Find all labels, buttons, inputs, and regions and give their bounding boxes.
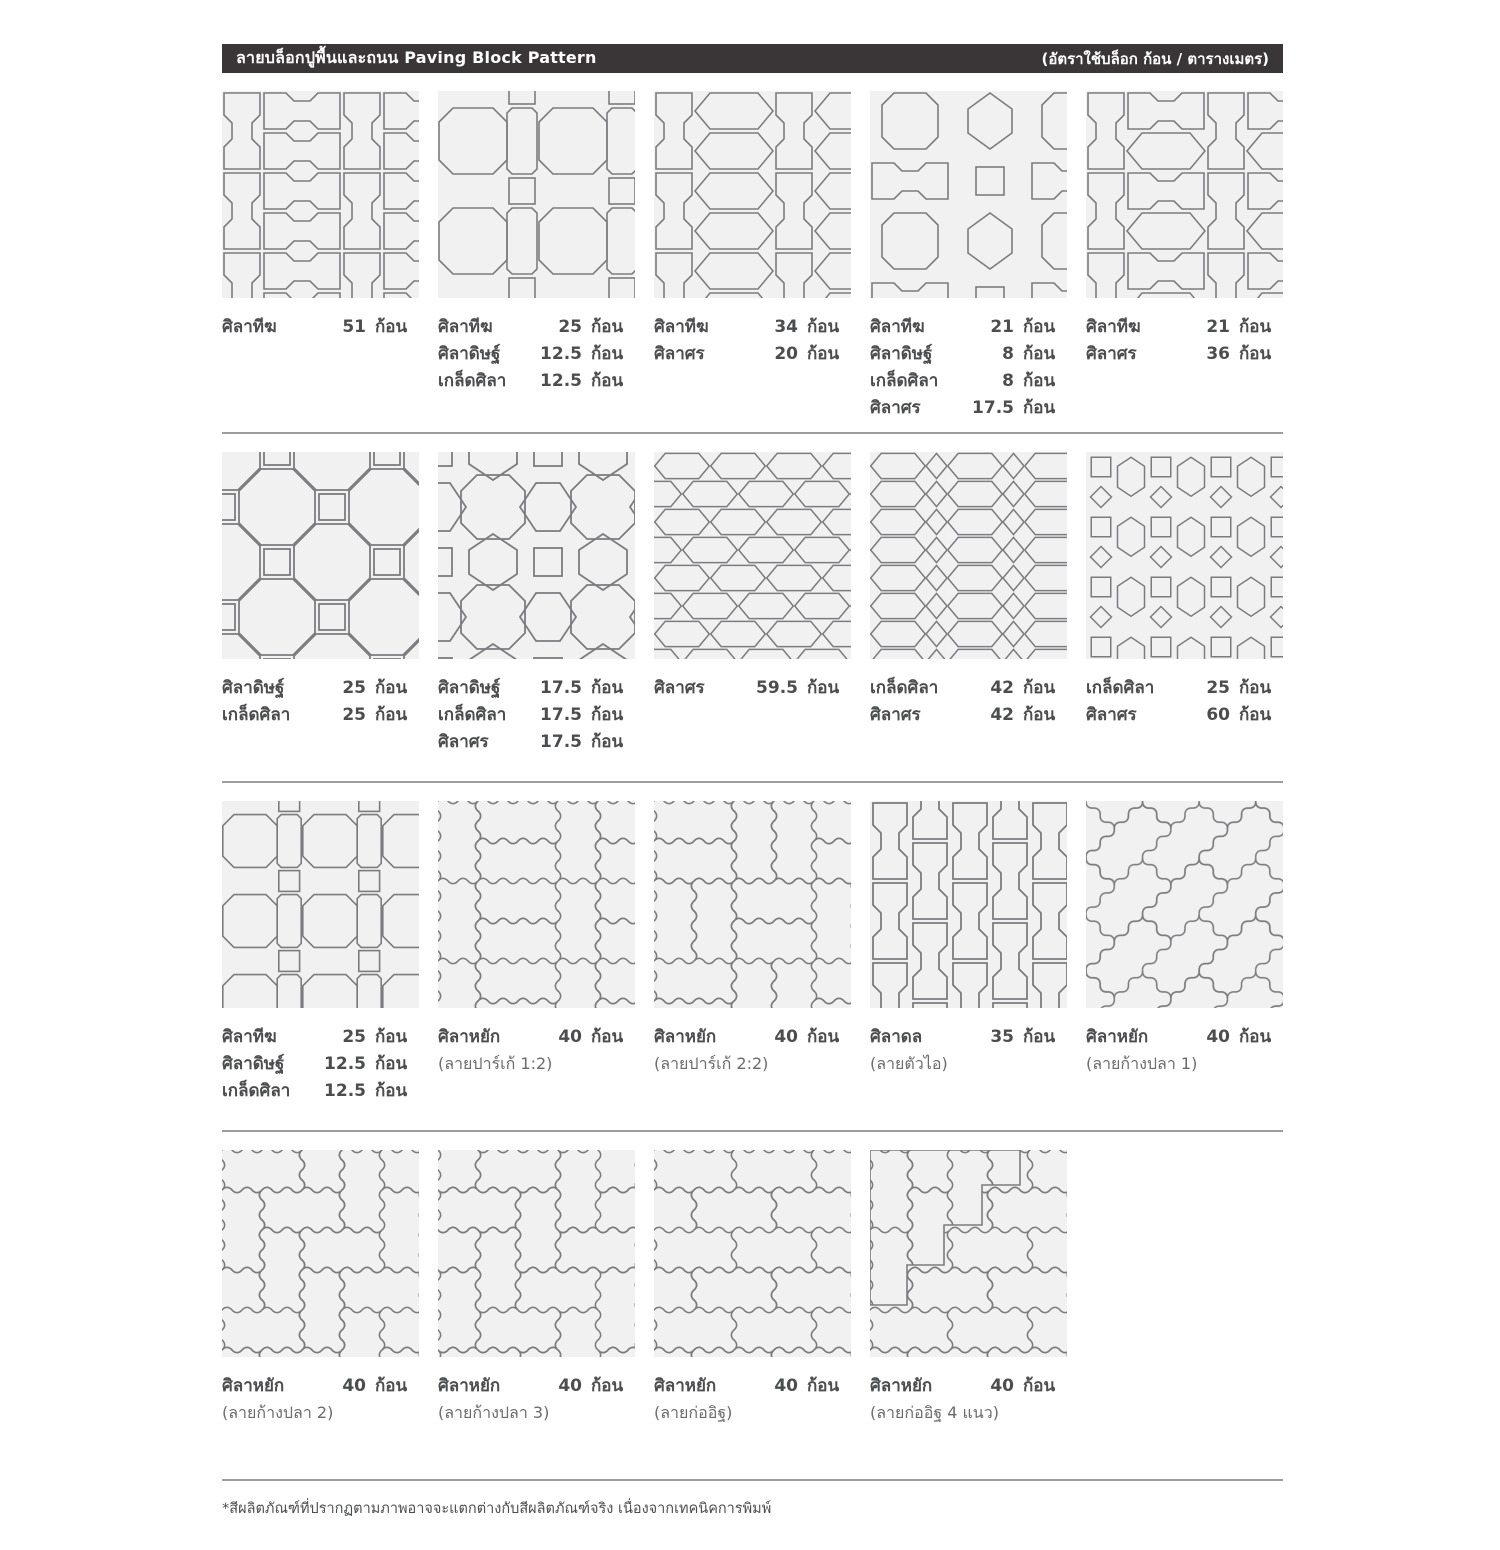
product-qty: 12.5 bbox=[324, 1054, 366, 1074]
pattern-row bbox=[222, 452, 1283, 771]
pattern-label bbox=[1086, 314, 1283, 410]
pattern-label bbox=[438, 675, 635, 771]
pattern-card bbox=[222, 801, 419, 1120]
qty-unit: ก้อน bbox=[375, 1081, 408, 1101]
product-qty: 17.5 bbox=[540, 705, 582, 725]
product-name: ศิลาหยัก bbox=[438, 1027, 501, 1047]
pattern-swatch bbox=[654, 801, 851, 1008]
pattern-variant-note: (ลายตัวไอ) bbox=[870, 1054, 948, 1073]
pattern-variant-note: (ลายก้างปลา 3) bbox=[438, 1403, 550, 1422]
usage-rate-row bbox=[1086, 675, 1283, 702]
pattern-swatch bbox=[870, 452, 1067, 659]
usage-rate-row bbox=[654, 1024, 851, 1051]
usage-rate-row bbox=[222, 1373, 419, 1400]
pattern-label bbox=[870, 314, 1067, 422]
product-name: ศิลาศร bbox=[1086, 344, 1137, 364]
pattern-label bbox=[870, 675, 1067, 771]
product-qty: 25 bbox=[342, 678, 366, 698]
pattern-label bbox=[222, 314, 419, 410]
pattern-label bbox=[654, 314, 851, 410]
qty-unit: ก้อน bbox=[591, 371, 624, 391]
qty-unit: ก้อน bbox=[591, 317, 624, 337]
usage-rate-row bbox=[222, 702, 419, 729]
product-name: ศิลาทีฆ bbox=[1086, 317, 1141, 337]
product-qty: 25 bbox=[1206, 678, 1230, 698]
usage-rate-row bbox=[438, 368, 635, 395]
pattern-variant-note: (ลายปาร์เก้ 1:2) bbox=[438, 1054, 553, 1073]
pattern-variant-note: (ลายก้างปลา 1) bbox=[1086, 1054, 1198, 1073]
usage-rate-row bbox=[1086, 314, 1283, 341]
usage-rate-row bbox=[870, 314, 1067, 341]
product-qty: 8 bbox=[1002, 344, 1014, 364]
pattern-swatch bbox=[654, 1150, 851, 1357]
qty-unit: ก้อน bbox=[375, 317, 408, 337]
pattern-swatch bbox=[222, 452, 419, 659]
usage-rate-row bbox=[654, 1373, 851, 1400]
pattern-swatch bbox=[222, 801, 419, 1008]
product-name: ศิลาศร bbox=[654, 344, 705, 364]
usage-rate-row bbox=[438, 729, 635, 756]
usage-rate-row bbox=[1086, 341, 1283, 368]
product-qty: 25 bbox=[558, 317, 582, 337]
pattern-variant-note: (ลายปาร์เก้ 2:2) bbox=[654, 1054, 769, 1073]
color-disclaimer: *สีผลิตภัณฑ์ที่ปรากฏตามภาพอาจจะแตกต่างกับสีผลิตภัณฑ์จริง เนื่องจากเทคนิคการพิมพ์ bbox=[222, 1501, 772, 1517]
product-name: เกล็ดศิลา bbox=[1086, 678, 1155, 698]
pattern-card bbox=[654, 91, 851, 422]
product-name: ศิลาทีฆ bbox=[222, 317, 277, 337]
pattern-label bbox=[438, 314, 635, 410]
usage-rate-row bbox=[870, 341, 1067, 368]
product-qty: 21 bbox=[990, 317, 1014, 337]
pattern-card bbox=[222, 91, 419, 422]
qty-unit: ก้อน bbox=[1023, 317, 1056, 337]
qty-unit: ก้อน bbox=[1023, 678, 1056, 698]
product-name: ศิลาศร bbox=[870, 398, 921, 418]
product-name: ศิลาศร bbox=[654, 678, 705, 698]
usage-rate-row bbox=[222, 675, 419, 702]
usage-rate-row bbox=[870, 675, 1067, 702]
product-qty: 40 bbox=[1206, 1027, 1230, 1047]
product-name: เกล็ดศิลา bbox=[870, 371, 939, 391]
section-divider bbox=[222, 432, 1283, 434]
product-name: ศิลาหยัก bbox=[1086, 1027, 1149, 1047]
pattern-row bbox=[222, 1150, 1283, 1469]
qty-unit: ก้อน bbox=[1023, 1376, 1056, 1396]
qty-unit: ก้อน bbox=[591, 678, 624, 698]
pattern-swatch bbox=[222, 91, 419, 298]
pattern-label bbox=[222, 1373, 419, 1469]
qty-unit: ก้อน bbox=[807, 317, 840, 337]
product-qty: 35 bbox=[990, 1027, 1014, 1047]
product-qty: 40 bbox=[774, 1376, 798, 1396]
product-qty: 17.5 bbox=[972, 398, 1014, 418]
qty-unit: ก้อน bbox=[375, 1027, 408, 1047]
pattern-card bbox=[222, 452, 419, 771]
pattern-card bbox=[222, 1150, 419, 1469]
qty-unit: ก้อน bbox=[807, 678, 840, 698]
product-qty: 42 bbox=[990, 678, 1014, 698]
pattern-label bbox=[870, 1373, 1067, 1469]
pattern-variant-note: (ลายก่ออิฐ) bbox=[654, 1403, 733, 1422]
pattern-swatch bbox=[1086, 91, 1283, 298]
product-name: ศิลาทีฆ bbox=[654, 317, 709, 337]
pattern-swatch bbox=[654, 452, 851, 659]
product-name: ศิลาดิษฐ์ bbox=[222, 1054, 285, 1074]
qty-unit: ก้อน bbox=[1239, 344, 1272, 364]
product-name: ศิลาดิษฐ์ bbox=[222, 678, 285, 698]
product-name: ศิลาหยัก bbox=[654, 1376, 717, 1396]
product-qty: 40 bbox=[774, 1027, 798, 1047]
usage-rate-row bbox=[222, 1024, 419, 1051]
usage-rate-row bbox=[870, 368, 1067, 395]
pattern-swatch bbox=[438, 1150, 635, 1357]
product-qty: 42 bbox=[990, 705, 1014, 725]
product-name: ศิลาหยัก bbox=[438, 1376, 501, 1396]
usage-rate-row bbox=[870, 1024, 1067, 1051]
usage-rate-row bbox=[654, 341, 851, 368]
pattern-card bbox=[870, 91, 1067, 422]
section-divider bbox=[222, 1130, 1283, 1132]
product-name: ศิลาดิษฐ์ bbox=[870, 344, 933, 364]
product-qty: 40 bbox=[558, 1027, 582, 1047]
pattern-card bbox=[1086, 801, 1283, 1120]
pattern-swatch bbox=[222, 1150, 419, 1357]
pattern-variant-note: (ลายก่ออิฐ 4 แนว) bbox=[870, 1403, 999, 1422]
qty-unit: ก้อน bbox=[1239, 678, 1272, 698]
pattern-card bbox=[870, 452, 1067, 771]
pattern-card bbox=[1086, 91, 1283, 422]
pattern-card bbox=[870, 801, 1067, 1120]
pattern-swatch bbox=[870, 91, 1067, 298]
pattern-swatch bbox=[870, 1150, 1067, 1357]
product-qty: 60 bbox=[1206, 705, 1230, 725]
section-divider bbox=[222, 1479, 1283, 1481]
pattern-swatch bbox=[438, 91, 635, 298]
pattern-swatch bbox=[1086, 452, 1283, 659]
usage-rate-row bbox=[438, 341, 635, 368]
product-qty: 40 bbox=[558, 1376, 582, 1396]
usage-rate-row bbox=[654, 314, 851, 341]
pattern-swatch bbox=[1086, 801, 1283, 1008]
usage-rate-row bbox=[438, 702, 635, 729]
qty-unit: ก้อน bbox=[1023, 705, 1056, 725]
product-qty: 34 bbox=[774, 317, 798, 337]
product-name: ศิลาศร bbox=[1086, 705, 1137, 725]
usage-rate-row bbox=[654, 675, 851, 702]
pattern-card bbox=[654, 452, 851, 771]
pattern-card bbox=[438, 452, 635, 771]
page-title: ลายบล็อกปูพื้นและถนน Paving Block Pattern bbox=[236, 48, 597, 67]
pattern-label bbox=[1086, 1024, 1283, 1120]
product-qty: 8 bbox=[1002, 371, 1014, 391]
qty-unit: ก้อน bbox=[375, 678, 408, 698]
pattern-label bbox=[654, 675, 851, 771]
page-header bbox=[222, 44, 1283, 73]
product-name: ศิลาทีฆ bbox=[222, 1027, 277, 1047]
qty-unit: ก้อน bbox=[375, 1376, 408, 1396]
usage-rate-row bbox=[222, 314, 419, 341]
page-footer bbox=[222, 1497, 1283, 1550]
qty-unit: ก้อน bbox=[807, 1027, 840, 1047]
product-name: ศิลาศร bbox=[870, 705, 921, 725]
product-qty: 59.5 bbox=[756, 678, 798, 698]
product-name: เกล็ดศิลา bbox=[438, 371, 507, 391]
qty-unit: ก้อน bbox=[591, 705, 624, 725]
product-name: ศิลาทีฆ bbox=[870, 317, 925, 337]
pattern-label bbox=[438, 1373, 635, 1469]
rate-unit-note: (อัตราใช้บล็อก ก้อน / ตารางเมตร) bbox=[1041, 49, 1269, 68]
qty-unit: ก้อน bbox=[1239, 705, 1272, 725]
product-qty: 21 bbox=[1206, 317, 1230, 337]
pattern-label bbox=[654, 1373, 851, 1469]
usage-rate-row bbox=[438, 675, 635, 702]
pattern-card bbox=[438, 1150, 635, 1469]
qty-unit: ก้อน bbox=[1023, 398, 1056, 418]
usage-rate-row bbox=[870, 1373, 1067, 1400]
pattern-label bbox=[870, 1024, 1067, 1120]
qty-unit: ก้อน bbox=[1023, 1027, 1056, 1047]
usage-rate-row bbox=[438, 314, 635, 341]
product-qty: 51 bbox=[342, 317, 366, 337]
pattern-row bbox=[222, 91, 1283, 422]
usage-rate-row bbox=[438, 1373, 635, 1400]
qty-unit: ก้อน bbox=[1023, 344, 1056, 364]
product-qty: 40 bbox=[342, 1376, 366, 1396]
pattern-label bbox=[654, 1024, 851, 1120]
pattern-swatch bbox=[870, 801, 1067, 1008]
pattern-row bbox=[222, 801, 1283, 1120]
pattern-swatch bbox=[654, 91, 851, 298]
qty-unit: ก้อน bbox=[807, 344, 840, 364]
product-name: เกล็ดศิลา bbox=[222, 1081, 291, 1101]
usage-rate-row bbox=[438, 1024, 635, 1051]
qty-unit: ก้อน bbox=[375, 705, 408, 725]
product-qty: 12.5 bbox=[324, 1081, 366, 1101]
product-qty: 17.5 bbox=[540, 678, 582, 698]
product-qty: 25 bbox=[342, 705, 366, 725]
product-name: เกล็ดศิลา bbox=[222, 705, 291, 725]
usage-rate-row bbox=[1086, 702, 1283, 729]
product-qty: 36 bbox=[1206, 344, 1230, 364]
pattern-label bbox=[1086, 675, 1283, 771]
pattern-card bbox=[438, 91, 635, 422]
qty-unit: ก้อน bbox=[1239, 1027, 1272, 1047]
pattern-label bbox=[438, 1024, 635, 1120]
product-name: ศิลาดิษฐ์ bbox=[438, 344, 501, 364]
pattern-card bbox=[654, 1150, 851, 1469]
qty-unit: ก้อน bbox=[807, 1376, 840, 1396]
product-qty: 12.5 bbox=[540, 371, 582, 391]
product-name: ศิลาหยัก bbox=[654, 1027, 717, 1047]
pattern-variant-note: (ลายก้างปลา 2) bbox=[222, 1403, 334, 1422]
product-name: ศิลาหยัก bbox=[222, 1376, 285, 1396]
product-name: ศิลาศร bbox=[438, 732, 489, 752]
product-qty: 17.5 bbox=[540, 732, 582, 752]
product-name: เกล็ดศิลา bbox=[438, 705, 507, 725]
product-name: ศิลาดิษฐ์ bbox=[438, 678, 501, 698]
pattern-card bbox=[438, 801, 635, 1120]
pattern-swatch bbox=[438, 452, 635, 659]
pattern-swatch bbox=[438, 801, 635, 1008]
product-name: ศิลาหยัก bbox=[870, 1376, 933, 1396]
usage-rate-row bbox=[1086, 1024, 1283, 1051]
qty-unit: ก้อน bbox=[1239, 317, 1272, 337]
product-qty: 40 bbox=[990, 1376, 1014, 1396]
usage-rate-row bbox=[870, 702, 1067, 729]
pattern-card bbox=[870, 1150, 1067, 1469]
product-qty: 25 bbox=[342, 1027, 366, 1047]
qty-unit: ก้อน bbox=[591, 1376, 624, 1396]
section-divider bbox=[222, 781, 1283, 783]
usage-rate-row bbox=[870, 395, 1067, 422]
product-name: ศิลาดล bbox=[870, 1027, 923, 1047]
product-qty: 20 bbox=[774, 344, 798, 364]
pattern-card bbox=[654, 801, 851, 1120]
qty-unit: ก้อน bbox=[591, 732, 624, 752]
usage-rate-row bbox=[222, 1078, 419, 1105]
pattern-catalog bbox=[222, 91, 1283, 1481]
usage-rate-row bbox=[222, 1051, 419, 1078]
qty-unit: ก้อน bbox=[591, 344, 624, 364]
pattern-label bbox=[222, 675, 419, 771]
pattern-card bbox=[1086, 452, 1283, 771]
product-name: เกล็ดศิลา bbox=[870, 678, 939, 698]
product-qty: 12.5 bbox=[540, 344, 582, 364]
product-name: ศิลาทีฆ bbox=[438, 317, 493, 337]
pattern-label bbox=[222, 1024, 419, 1120]
qty-unit: ก้อน bbox=[591, 1027, 624, 1047]
qty-unit: ก้อน bbox=[1023, 371, 1056, 391]
qty-unit: ก้อน bbox=[375, 1054, 408, 1074]
